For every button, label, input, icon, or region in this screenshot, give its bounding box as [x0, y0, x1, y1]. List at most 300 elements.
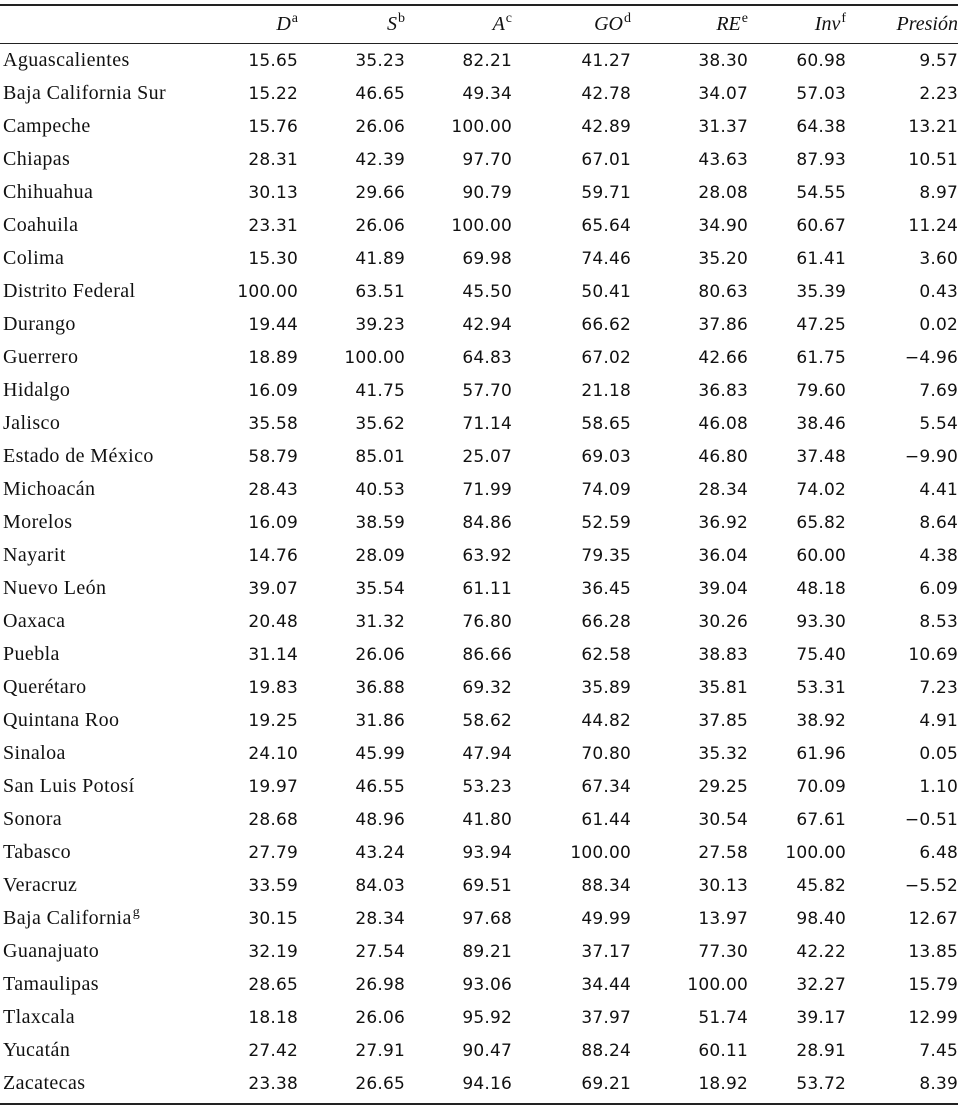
value-cell: 36.92 [698, 512, 748, 533]
value-cell: 39.23 [355, 314, 405, 335]
value-cell: 53.72 [796, 1073, 846, 1094]
value-cell: 46.65 [355, 83, 405, 104]
value-cell: 27.58 [698, 842, 748, 863]
value-cell: 8.53 [919, 611, 958, 632]
value-cell: 35.20 [698, 248, 748, 269]
state-name: Distrito Federal [3, 280, 136, 302]
value-cell: 86.66 [462, 644, 512, 665]
value-cell: 60.11 [698, 1040, 748, 1061]
column-header [631, 0, 748, 44]
table-row [0, 605, 958, 638]
state-name: Tabasco [3, 841, 72, 863]
value-cell: 31.37 [698, 116, 748, 137]
column-header [170, 0, 298, 44]
value-cell: 61.44 [581, 809, 631, 830]
value-cell: 4.91 [919, 710, 958, 731]
value-cell: 26.06 [355, 215, 405, 236]
value-cell: 89.21 [462, 941, 512, 962]
state-cell [0, 374, 170, 407]
value-cell: 61.11 [462, 578, 512, 599]
value-cell: 30.26 [698, 611, 748, 632]
value-cell: 58.62 [462, 710, 512, 731]
value-cell: 88.34 [581, 875, 631, 896]
value-cell: 9.57 [919, 50, 958, 71]
table-row [0, 77, 958, 110]
value-cell: 66.62 [581, 314, 631, 335]
state-cell [0, 935, 170, 968]
table-row [0, 638, 958, 671]
value-cell: 15.22 [248, 83, 298, 104]
value-cell: 35.62 [355, 413, 405, 434]
value-cell: 58.65 [581, 413, 631, 434]
table-row [0, 1001, 958, 1034]
value-cell: 71.14 [462, 413, 512, 434]
value-cell: 36.88 [355, 677, 405, 698]
value-cell: 42.78 [581, 83, 631, 104]
table-row [0, 341, 958, 374]
state-cell [0, 407, 170, 440]
value-cell: 37.48 [796, 446, 846, 467]
table-row [0, 803, 958, 836]
value-cell: 28.43 [248, 479, 298, 500]
value-cell: 94.16 [462, 1073, 512, 1094]
table-row [0, 110, 958, 143]
value-cell: 12.99 [908, 1007, 958, 1028]
value-cell: 26.06 [355, 644, 405, 665]
value-cell: 69.98 [462, 248, 512, 269]
value-cell: 98.40 [796, 908, 846, 929]
value-cell: 37.85 [698, 710, 748, 731]
state-cell [0, 341, 170, 374]
value-cell: 52.59 [581, 512, 631, 533]
value-cell: 41.75 [355, 380, 405, 401]
value-cell: 35.58 [248, 413, 298, 434]
value-cell: 35.23 [355, 50, 405, 71]
value-cell: 45.50 [462, 281, 512, 302]
state-cell [0, 770, 170, 803]
value-cell: 97.70 [462, 149, 512, 170]
state-name: Hidalgo [3, 379, 71, 401]
value-cell: 37.86 [698, 314, 748, 335]
table-row [0, 374, 958, 407]
value-cell: 79.35 [581, 545, 631, 566]
state-name: Chihuahua [3, 181, 94, 203]
value-cell: 0.02 [919, 314, 958, 335]
value-cell: 30.15 [248, 908, 298, 929]
value-cell: 27.91 [355, 1040, 405, 1061]
state-cell [0, 77, 170, 110]
value-cell: 95.92 [462, 1007, 512, 1028]
value-cell: 35.32 [698, 743, 748, 764]
value-cell: 64.83 [462, 347, 512, 368]
value-cell: 42.22 [796, 941, 846, 962]
value-cell: 93.06 [462, 974, 512, 995]
table-bottom-rule [0, 1103, 958, 1105]
column-header-label: Presión [896, 12, 958, 35]
value-cell: 13.85 [908, 941, 958, 962]
value-cell: 100.00 [451, 215, 512, 236]
state-cell [0, 44, 170, 77]
value-cell: 77.30 [698, 941, 748, 962]
value-cell: 40.53 [355, 479, 405, 500]
state-cell [0, 308, 170, 341]
value-cell: 8.64 [919, 512, 958, 533]
table-row [0, 770, 958, 803]
value-cell: 0.43 [919, 281, 958, 302]
state-name: Veracruz [3, 874, 78, 896]
value-cell: 11.24 [908, 215, 958, 236]
state-cell [0, 704, 170, 737]
value-cell: 48.18 [796, 578, 846, 599]
value-cell: 0.05 [919, 743, 958, 764]
value-cell: 4.38 [919, 545, 958, 566]
value-cell: 30.13 [698, 875, 748, 896]
state-name: Estado de México [3, 445, 154, 467]
column-header-label: Inv [814, 12, 841, 35]
value-cell: 79.60 [796, 380, 846, 401]
state-cell [0, 572, 170, 605]
value-cell: 4.41 [919, 479, 958, 500]
column-header-footnote: a [291, 10, 298, 26]
value-cell: 84.86 [462, 512, 512, 533]
state-name: Querétaro [3, 676, 87, 698]
value-cell: 70.09 [796, 776, 846, 797]
value-cell: −9.90 [904, 446, 958, 467]
value-cell: 26.98 [355, 974, 405, 995]
state-cell [0, 1034, 170, 1067]
value-cell: 74.09 [581, 479, 631, 500]
header-state [0, 0, 170, 44]
value-cell: 90.47 [462, 1040, 512, 1061]
table-row [0, 572, 958, 605]
value-cell: 15.79 [908, 974, 958, 995]
value-cell: 15.76 [248, 116, 298, 137]
value-cell: 28.08 [698, 182, 748, 203]
column-header-footnote: e [741, 10, 748, 26]
state-name: Guerrero [3, 346, 79, 368]
value-cell: 14.76 [248, 545, 298, 566]
state-cell [0, 1067, 170, 1100]
state-name: Oaxaca [3, 610, 66, 632]
value-cell: −4.96 [904, 347, 958, 368]
value-cell: 93.94 [462, 842, 512, 863]
state-cell [0, 836, 170, 869]
value-cell: 28.34 [355, 908, 405, 929]
value-cell: 51.74 [698, 1007, 748, 1028]
value-cell: 76.80 [462, 611, 512, 632]
state-name: Colima [3, 247, 65, 269]
column-header-footnote: d [624, 10, 631, 26]
table-row [0, 275, 958, 308]
value-cell: 18.18 [248, 1007, 298, 1028]
value-cell: 29.25 [698, 776, 748, 797]
value-cell: 67.01 [581, 149, 631, 170]
value-cell: 19.25 [248, 710, 298, 731]
value-cell: 19.83 [248, 677, 298, 698]
value-cell: 18.89 [248, 347, 298, 368]
value-cell: 26.06 [355, 116, 405, 137]
value-cell: 58.79 [248, 446, 298, 467]
state-cell [0, 440, 170, 473]
value-cell: 49.34 [462, 83, 512, 104]
table-row [0, 539, 958, 572]
value-cell: 35.81 [698, 677, 748, 698]
value-cell: 19.44 [248, 314, 298, 335]
value-cell: 74.02 [796, 479, 846, 500]
value-cell: 65.64 [581, 215, 631, 236]
value-cell: 2.23 [919, 83, 958, 104]
column-header [298, 0, 405, 44]
value-cell: −0.51 [904, 809, 958, 830]
value-cell: 44.82 [581, 710, 631, 731]
state-cell [0, 803, 170, 836]
value-cell: 28.34 [698, 479, 748, 500]
value-cell: 24.10 [248, 743, 298, 764]
value-cell: 60.67 [796, 215, 846, 236]
value-cell: 42.66 [698, 347, 748, 368]
value-cell: 75.40 [796, 644, 846, 665]
value-cell: 69.32 [462, 677, 512, 698]
state-name: Baja California [3, 907, 132, 929]
value-cell: 13.97 [698, 908, 748, 929]
value-cell: 49.99 [581, 908, 631, 929]
state-cell [0, 275, 170, 308]
value-cell: 97.68 [462, 908, 512, 929]
value-cell: 32.19 [248, 941, 298, 962]
value-cell: 16.09 [248, 512, 298, 533]
state-cell [0, 242, 170, 275]
value-cell: 28.09 [355, 545, 405, 566]
state-cell [0, 110, 170, 143]
value-cell: 67.02 [581, 347, 631, 368]
value-cell: 41.27 [581, 50, 631, 71]
table-row [0, 176, 958, 209]
table-body [0, 44, 958, 1100]
value-cell: 15.30 [248, 248, 298, 269]
table-row [0, 143, 958, 176]
state-name: Nayarit [3, 544, 66, 566]
value-cell: 41.89 [355, 248, 405, 269]
state-cell [0, 176, 170, 209]
state-name: Jalisco [3, 412, 61, 434]
value-cell: 50.41 [581, 281, 631, 302]
value-cell: 38.30 [698, 50, 748, 71]
column-header-label: A [492, 12, 505, 35]
value-cell: 64.38 [796, 116, 846, 137]
value-cell: 47.25 [796, 314, 846, 335]
value-cell: 71.99 [462, 479, 512, 500]
value-cell: 30.54 [698, 809, 748, 830]
state-name: Baja California Sur [3, 82, 167, 104]
header-row [0, 0, 958, 44]
table-row [0, 44, 958, 77]
table-row [0, 440, 958, 473]
state-cell [0, 1001, 170, 1034]
table-row [0, 704, 958, 737]
value-cell: 39.17 [796, 1007, 846, 1028]
value-cell: 66.28 [581, 611, 631, 632]
state-name: Coahuila [3, 214, 79, 236]
value-cell: 29.66 [355, 182, 405, 203]
value-cell: 39.04 [698, 578, 748, 599]
table-row [0, 836, 958, 869]
value-cell: 3.60 [919, 248, 958, 269]
value-cell: 61.75 [796, 347, 846, 368]
value-cell: 67.34 [581, 776, 631, 797]
value-cell: 35.89 [581, 677, 631, 698]
value-cell: 33.59 [248, 875, 298, 896]
value-cell: 7.69 [919, 380, 958, 401]
column-header-footnote: b [398, 10, 405, 26]
value-cell: 38.92 [796, 710, 846, 731]
value-cell: 62.58 [581, 644, 631, 665]
value-cell: 28.65 [248, 974, 298, 995]
value-cell: 100.00 [237, 281, 298, 302]
value-cell: 87.93 [796, 149, 846, 170]
value-cell: 46.80 [698, 446, 748, 467]
value-cell: 63.92 [462, 545, 512, 566]
value-cell: 23.31 [248, 215, 298, 236]
value-cell: 69.21 [581, 1073, 631, 1094]
value-cell: 31.86 [355, 710, 405, 731]
value-cell: 84.03 [355, 875, 405, 896]
value-cell: 21.18 [581, 380, 631, 401]
value-cell: 31.32 [355, 611, 405, 632]
state-name: Quintana Roo [3, 709, 120, 731]
value-cell: 26.06 [355, 1007, 405, 1028]
value-cell: 34.90 [698, 215, 748, 236]
state-name: Nuevo León [3, 577, 107, 599]
value-cell: 60.00 [796, 545, 846, 566]
state-cell [0, 605, 170, 638]
value-cell: 37.97 [581, 1007, 631, 1028]
state-name: Zacatecas [3, 1072, 86, 1094]
state-name: San Luis Potosí [3, 775, 135, 797]
value-cell: 43.24 [355, 842, 405, 863]
value-cell: 90.79 [462, 182, 512, 203]
value-cell: 100.00 [570, 842, 631, 863]
value-cell: 34.44 [581, 974, 631, 995]
value-cell: 85.01 [355, 446, 405, 467]
state-cell [0, 902, 170, 935]
column-header [405, 0, 512, 44]
value-cell: 100.00 [344, 347, 405, 368]
value-cell: 38.59 [355, 512, 405, 533]
value-cell: 70.80 [581, 743, 631, 764]
value-cell: 38.83 [698, 644, 748, 665]
value-cell: 36.04 [698, 545, 748, 566]
value-cell: 42.39 [355, 149, 405, 170]
value-cell: 100.00 [687, 974, 748, 995]
table-row [0, 1034, 958, 1067]
state-cell [0, 539, 170, 572]
value-cell: 46.55 [355, 776, 405, 797]
value-cell: −5.52 [904, 875, 958, 896]
column-header-label: S [387, 12, 397, 35]
state-cell [0, 671, 170, 704]
value-cell: 53.31 [796, 677, 846, 698]
value-cell: 63.51 [355, 281, 405, 302]
value-cell: 32.27 [796, 974, 846, 995]
value-cell: 6.09 [919, 578, 958, 599]
value-cell: 47.94 [462, 743, 512, 764]
value-cell: 42.94 [462, 314, 512, 335]
value-cell: 57.03 [796, 83, 846, 104]
value-cell: 43.63 [698, 149, 748, 170]
state-cell [0, 473, 170, 506]
value-cell: 28.31 [248, 149, 298, 170]
value-cell: 53.23 [462, 776, 512, 797]
value-cell: 31.14 [248, 644, 298, 665]
state-name: Morelos [3, 511, 73, 533]
value-cell: 38.46 [796, 413, 846, 434]
value-cell: 74.46 [581, 248, 631, 269]
value-cell: 35.39 [796, 281, 846, 302]
value-cell: 69.03 [581, 446, 631, 467]
value-cell: 5.54 [919, 413, 958, 434]
column-header-label: GO [594, 12, 623, 35]
column-header-label: RE [716, 12, 741, 35]
value-cell: 100.00 [451, 116, 512, 137]
value-cell: 61.96 [796, 743, 846, 764]
state-cell [0, 638, 170, 671]
value-cell: 36.83 [698, 380, 748, 401]
state-name: Campeche [3, 115, 91, 137]
value-cell: 8.97 [919, 182, 958, 203]
value-cell: 28.91 [796, 1040, 846, 1061]
state-cell [0, 968, 170, 1001]
value-cell: 45.99 [355, 743, 405, 764]
value-cell: 7.45 [919, 1040, 958, 1061]
value-cell: 19.97 [248, 776, 298, 797]
value-cell: 8.39 [919, 1073, 958, 1094]
value-cell: 93.30 [796, 611, 846, 632]
column-header [512, 0, 631, 44]
value-cell: 13.21 [908, 116, 958, 137]
state-cell [0, 506, 170, 539]
value-cell: 23.38 [248, 1073, 298, 1094]
table-header [0, 0, 958, 44]
table-row [0, 737, 958, 770]
column-header-footnote: f [841, 10, 846, 26]
state-name: Yucatán [3, 1039, 71, 1061]
state-cell [0, 869, 170, 902]
table-row [0, 869, 958, 902]
value-cell: 57.70 [462, 380, 512, 401]
value-cell: 26.65 [355, 1073, 405, 1094]
table-row [0, 968, 958, 1001]
value-cell: 30.13 [248, 182, 298, 203]
table-row [0, 209, 958, 242]
value-cell: 80.63 [698, 281, 748, 302]
state-cell [0, 209, 170, 242]
value-cell: 41.80 [462, 809, 512, 830]
state-name: Tlaxcala [3, 1006, 76, 1028]
state-name: Sinaloa [3, 742, 66, 764]
value-cell: 46.08 [698, 413, 748, 434]
value-cell: 28.68 [248, 809, 298, 830]
table-row [0, 473, 958, 506]
table-row [0, 308, 958, 341]
value-cell: 67.61 [796, 809, 846, 830]
value-cell: 42.89 [581, 116, 631, 137]
value-cell: 100.00 [785, 842, 846, 863]
value-cell: 88.24 [581, 1040, 631, 1061]
table-row [0, 242, 958, 275]
value-cell: 45.82 [796, 875, 846, 896]
table-row [0, 671, 958, 704]
value-cell: 6.48 [919, 842, 958, 863]
